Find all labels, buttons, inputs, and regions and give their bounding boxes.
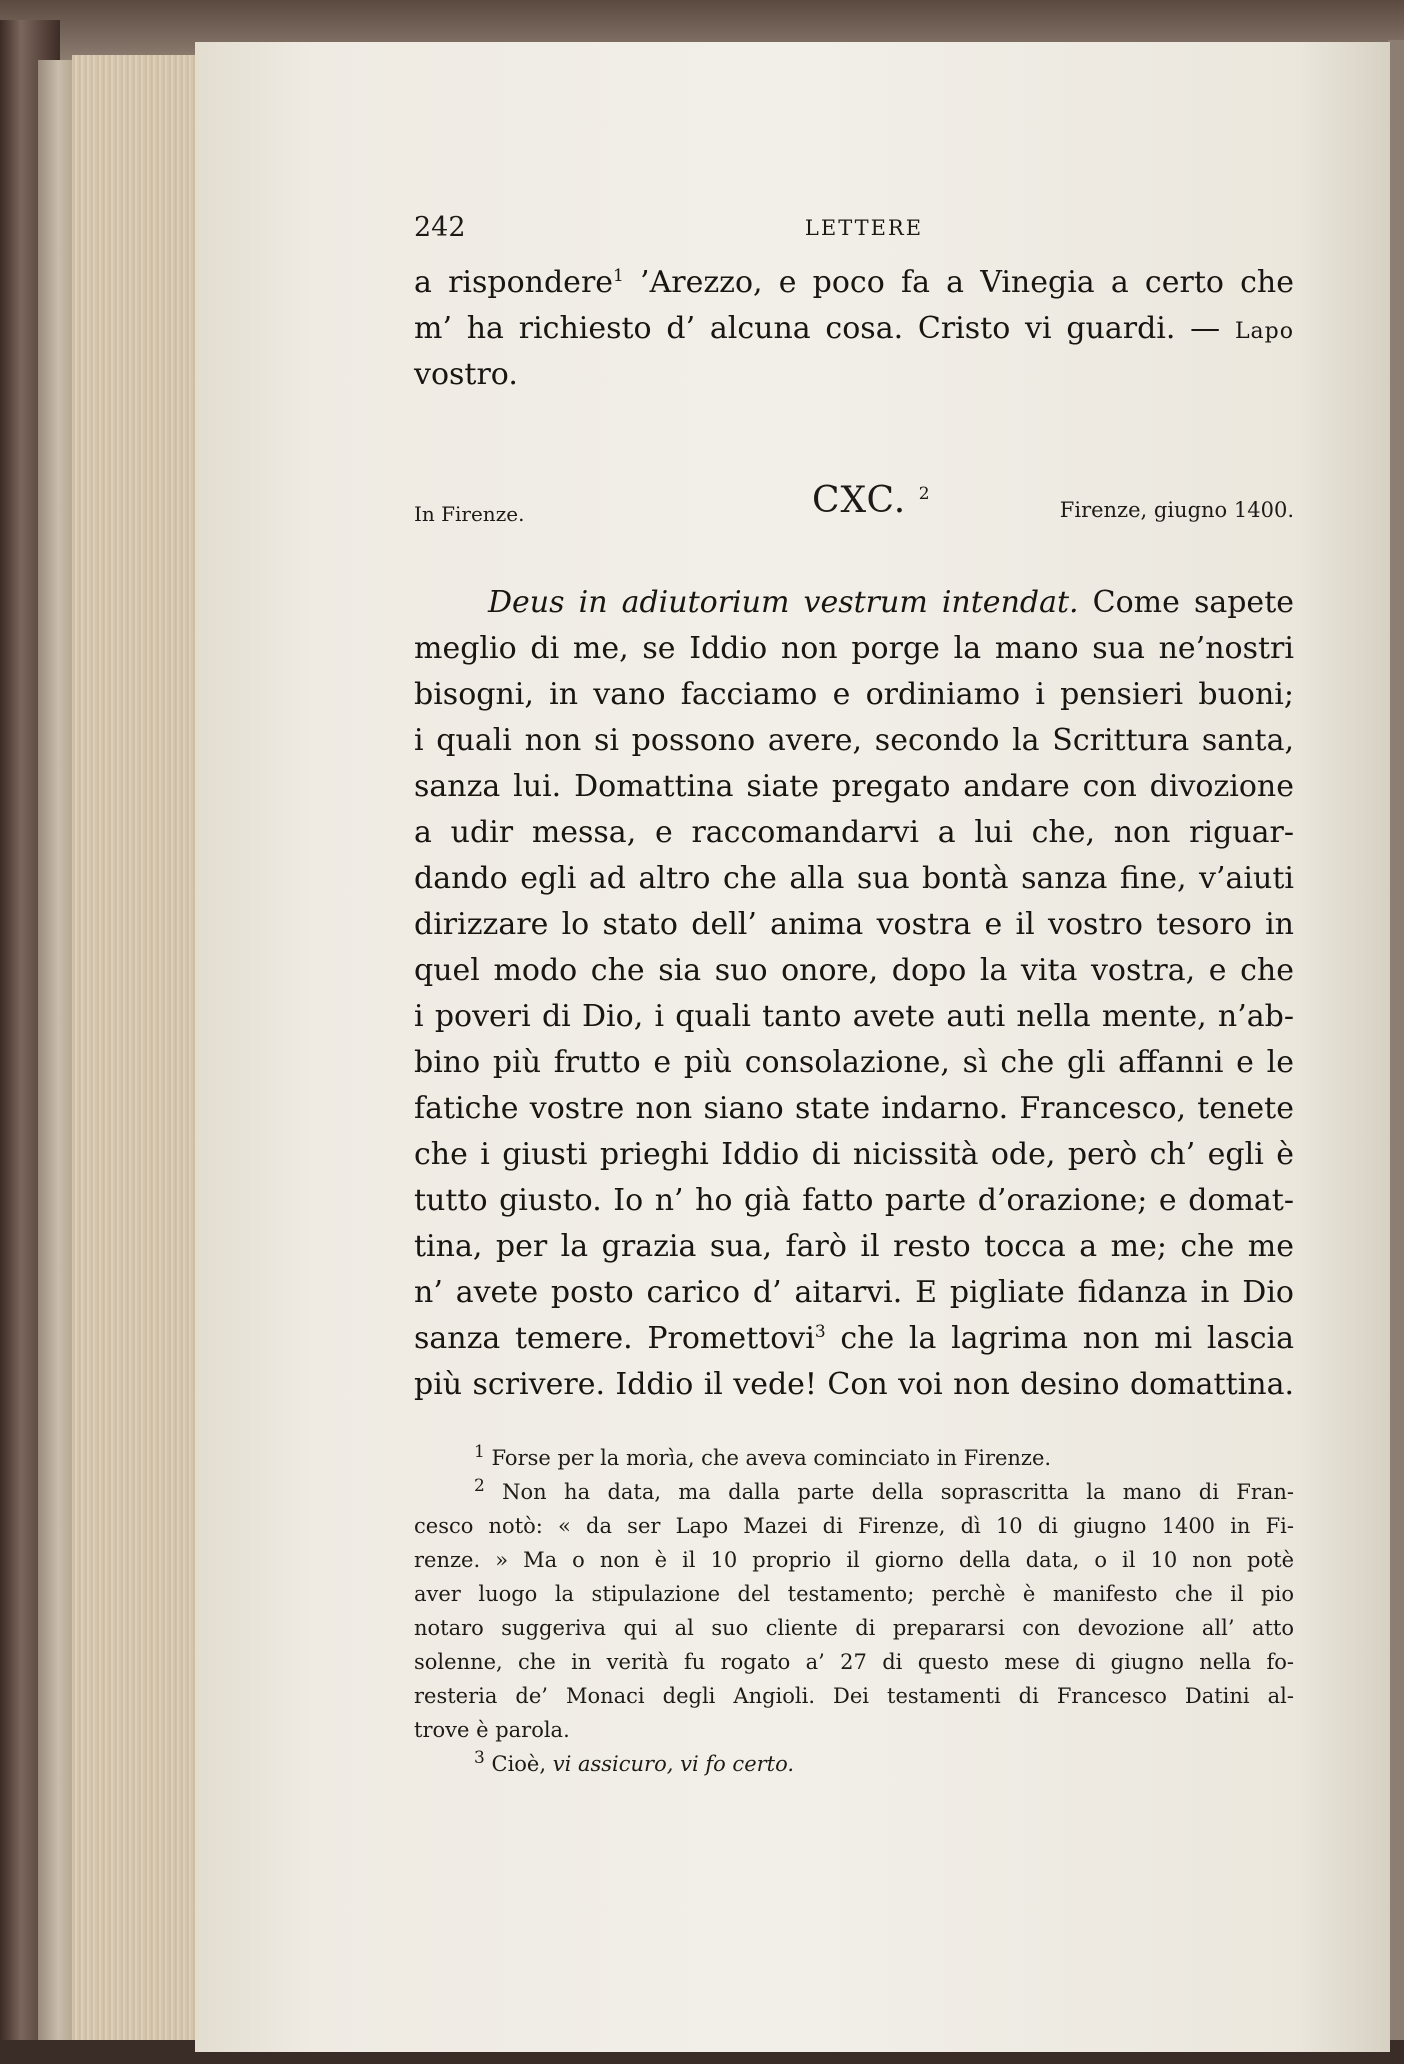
letter-body — [414, 580, 1294, 1408]
footnote-2-line: trove è parola. — [414, 1718, 570, 1742]
footnote-ref-3: 3 — [814, 1322, 826, 1342]
running-head — [414, 212, 1294, 248]
text-line: bisogni, in vano facciamo e ordiniamo i pensieri buoni; — [414, 677, 1294, 712]
text-line: vostro. — [414, 357, 518, 392]
text-line: tutto giusto. Io n’ ho già fatto parte d’orazione; e domat- — [414, 1183, 1294, 1218]
footnote-ref-2: 2 — [918, 484, 931, 504]
footnote-3: $^3$ Cioè, vi assicuro, vi fo certo. — [474, 1748, 795, 1776]
footnote-2-line: renze. » Ma o non è il 10 proprio il giorno della data, o il 10 non potè — [414, 1548, 1294, 1572]
text-line: più scrivere. Iddio il vede! Con voi non desino domattina. — [414, 1367, 1294, 1402]
text-line: n’ avete posto carico d’ aitarvi. E pigliate fidanza in Dio — [414, 1275, 1294, 1310]
opening-invocation: Deus in adiutorium vestrum intendat. — [488, 585, 1079, 620]
text-line: sanza temere. Promettovi$^3$ che la lagrima non mi lascia — [414, 1321, 1295, 1356]
footnote-2-line: solenne, che in verità fu rogato a’ 27 di questo mese di giugno nella fo- — [414, 1650, 1294, 1674]
footnote-2-line: cesco notò: « da ser Lapo Mazei di Firenze, dì 10 di giugno 1400 in Fi- — [414, 1514, 1294, 1538]
running-title: LETTERE — [804, 216, 924, 240]
text-line: che i giusti prieghi Iddio di nicissità ode, però ch’ egli è — [414, 1137, 1294, 1172]
page-stack-edge — [72, 55, 202, 2055]
letter-date: Firenze, giugno 1400. — [1059, 498, 1294, 522]
footnote-1: $^1$ Forse per la morìa, che aveva cominciato in Firenze. — [474, 1442, 1052, 1470]
text-line: quel modo che sia suo onore, dopo la vita vostra, e che — [414, 953, 1294, 988]
letter-recipient-place: In Firenze. — [414, 502, 525, 526]
text-line: i poveri di Dio, i quali tanto avete auti nella mente, n’ab- — [414, 999, 1294, 1034]
text-line: i quali non si possono avere, secondo la Scrittura santa, — [414, 723, 1294, 758]
text-line: dando egli ad altro che alla sua bontà sanza fine, v’aiuti — [414, 861, 1294, 896]
signature-name: Lapo — [1234, 319, 1294, 344]
footnote-2-line: resteria de’ Monaci degli Angioli. Dei testamenti di Francesco Datini al- — [414, 1684, 1294, 1708]
footnote-ref-1: 1 — [613, 266, 624, 286]
text-line: bino più frutto e più consolazione, sì che gli affanni e le — [414, 1045, 1294, 1080]
footnote-2: $^2$ Non ha data, ma dalla parte della soprascritta la mano di Fran- — [474, 1476, 1294, 1504]
facing-page-edge — [1388, 40, 1404, 2064]
text-line: a rispondere$^1$ ’Arezzo, e poco fa a Vinegia a certo che — [414, 265, 1294, 300]
text-line: Deus in adiutorium vestrum intendat. Come sapete — [488, 585, 1294, 620]
page-number: 242 — [414, 212, 466, 243]
text-line: fatiche vostre non siano state indarno. Francesco, tenete — [414, 1091, 1294, 1126]
footnote-2-line: notaro suggeriva qui al suo cliente di prepararsi con devozione all’ atto — [414, 1616, 1294, 1640]
footnotes — [414, 1441, 1294, 1781]
footnote-2-line: aver luogo la stipulazione del testamento; perchè è manifesto che il pio — [414, 1582, 1294, 1606]
continuation-text — [414, 260, 1294, 398]
letter-number: CXC. $^2$ — [812, 480, 931, 521]
book-cover-edge — [38, 60, 72, 2050]
text-line: tina, per la grazia sua, farò il resto tocca a me; che me — [414, 1229, 1294, 1264]
letter-heading — [414, 480, 1294, 530]
text-line: dirizzare lo stato dell’ anima vostra e il vostro tesoro in — [414, 907, 1294, 942]
text-line: sanza lui. Domattina siate pregato andare con divozione — [414, 769, 1294, 804]
text-line: meglio di me, se Iddio non porge la mano sua ne’nostri — [414, 631, 1294, 666]
text-line: m’ ha richiesto d’ alcuna cosa. Cristo vi guardi. — Lapo — [414, 311, 1294, 346]
text-line: a udir messa, e raccomandarvi a lui che, non riguar- — [414, 815, 1294, 850]
